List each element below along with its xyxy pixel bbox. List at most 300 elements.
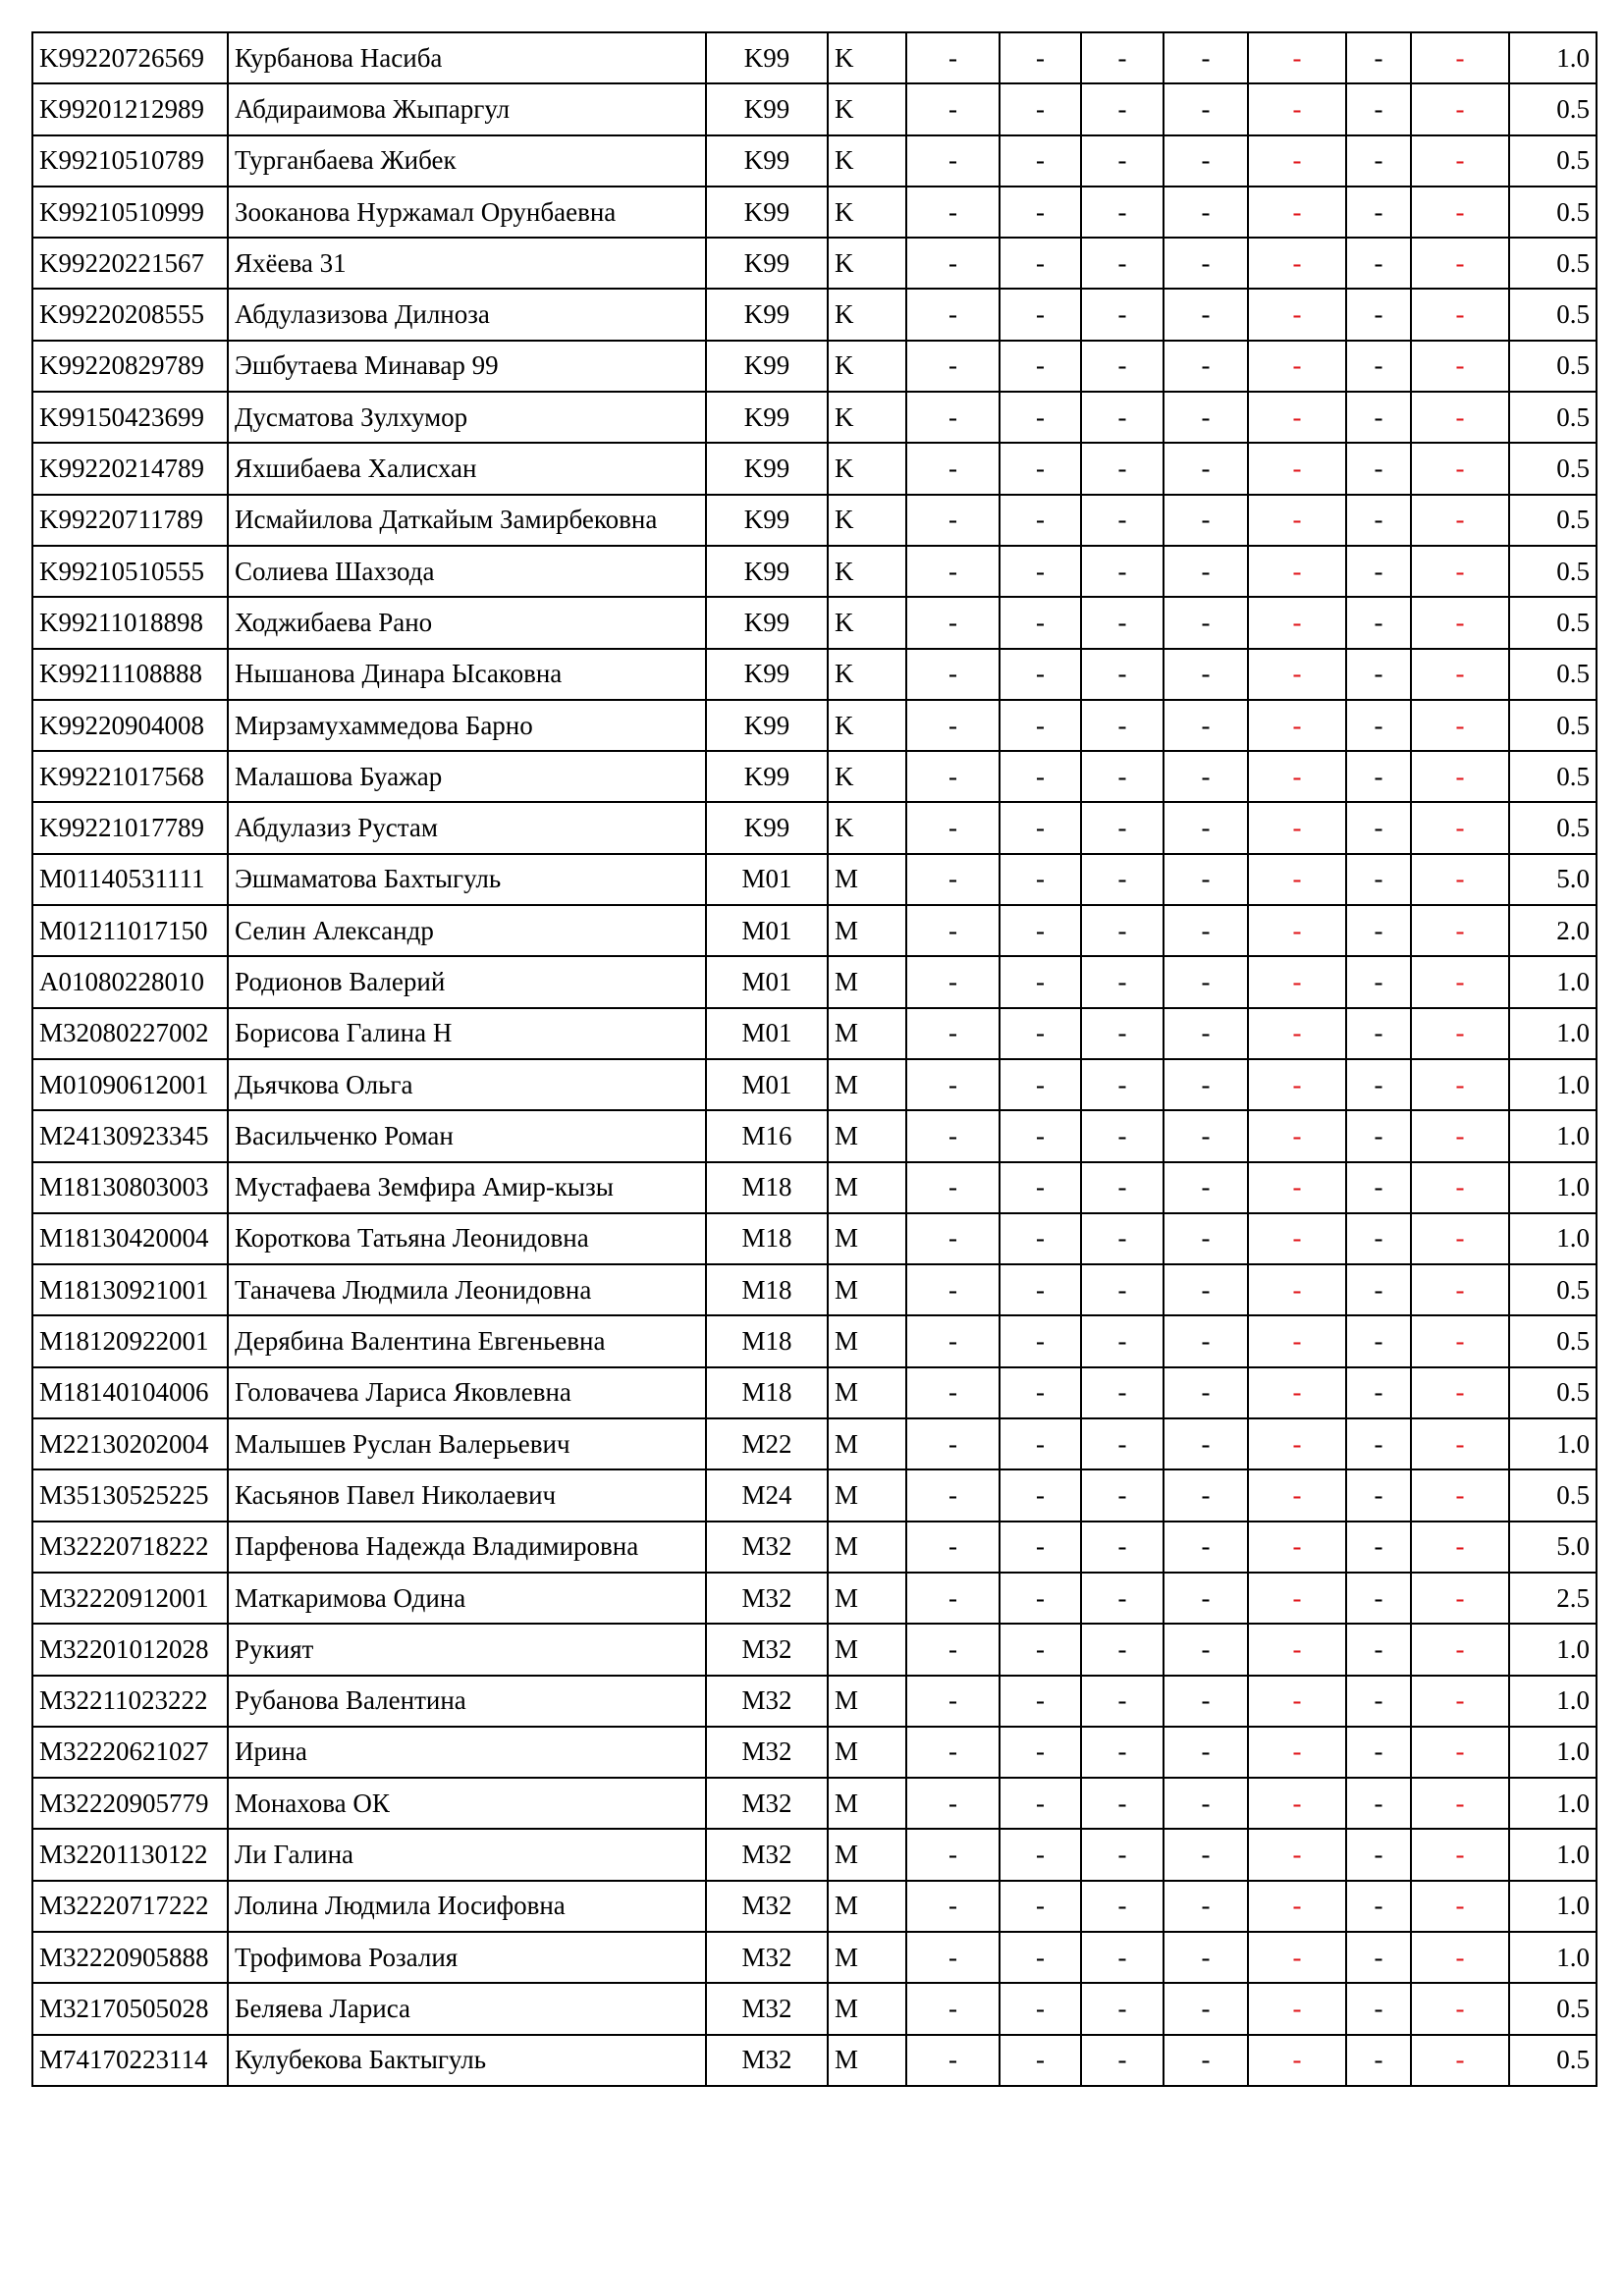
dash-cell: - xyxy=(1000,1110,1081,1161)
amount-cell: 0.5 xyxy=(1509,83,1597,134)
category-letter-cell: M xyxy=(828,2035,906,2086)
category-letter-cell: M xyxy=(828,1778,906,1829)
group-code-cell: K99 xyxy=(706,289,828,340)
dash-cell: - xyxy=(1346,1829,1411,1880)
amount-cell: 0.5 xyxy=(1509,289,1597,340)
category-letter-cell: M xyxy=(828,1881,906,1932)
dash-cell: - xyxy=(1000,238,1081,289)
dash-cell: - xyxy=(1000,802,1081,853)
dash-cell: - xyxy=(1164,1418,1248,1469)
dash-cell: - xyxy=(1248,1727,1346,1778)
dash-cell: - xyxy=(1346,1983,1411,2034)
group-code-cell: M22 xyxy=(706,1418,828,1469)
category-letter-cell: M xyxy=(828,1676,906,1727)
group-code-cell: M18 xyxy=(706,1315,828,1366)
record-id-cell: M01211017150 xyxy=(32,905,228,956)
dash-cell: - xyxy=(1081,83,1164,134)
dash-cell: - xyxy=(906,1932,1000,1983)
dash-cell: - xyxy=(1248,1573,1346,1624)
dash-cell: - xyxy=(1081,1264,1164,1315)
dash-cell: - xyxy=(1411,1367,1509,1418)
dash-cell: - xyxy=(906,854,1000,905)
category-letter-cell: M xyxy=(828,1367,906,1418)
data-table xyxy=(31,31,1597,2087)
dash-cell: - xyxy=(1081,649,1164,700)
dash-cell: - xyxy=(1248,1778,1346,1829)
dash-cell: - xyxy=(1248,546,1346,597)
dash-cell: - xyxy=(906,1264,1000,1315)
dash-cell: - xyxy=(906,956,1000,1007)
dash-cell: - xyxy=(1000,546,1081,597)
person-name-cell: Эшмаматова Бахтыгуль xyxy=(228,854,706,905)
person-name-cell: Малашова Буажар xyxy=(228,751,706,802)
group-code-cell: M32 xyxy=(706,1829,828,1880)
amount-cell: 0.5 xyxy=(1509,2035,1597,2086)
amount-cell: 0.5 xyxy=(1509,135,1597,187)
dash-cell: - xyxy=(1411,905,1509,956)
dash-cell: - xyxy=(1164,392,1248,443)
dash-cell: - xyxy=(906,1573,1000,1624)
dash-cell: - xyxy=(1000,1418,1081,1469)
category-letter-cell: M xyxy=(828,956,906,1007)
dash-cell: - xyxy=(1164,1059,1248,1110)
dash-cell: - xyxy=(1000,1573,1081,1624)
dash-cell: - xyxy=(1000,1727,1081,1778)
dash-cell: - xyxy=(906,1469,1000,1521)
dash-cell: - xyxy=(906,341,1000,392)
dash-cell: - xyxy=(1346,1727,1411,1778)
category-letter-cell: M xyxy=(828,1008,906,1059)
category-letter-cell: M xyxy=(828,1522,906,1573)
table-row xyxy=(32,1315,1597,1366)
group-code-cell: K99 xyxy=(706,700,828,751)
person-name-cell: Курбанова Насиба xyxy=(228,32,706,83)
table-body xyxy=(32,32,1597,2086)
record-id-cell: K99220904008 xyxy=(32,700,228,751)
person-name-cell: Турганбаева Жибек xyxy=(228,135,706,187)
dash-cell: - xyxy=(1346,32,1411,83)
category-letter-cell: M xyxy=(828,1573,906,1624)
dash-cell: - xyxy=(1346,956,1411,1007)
dash-cell: - xyxy=(1248,495,1346,546)
dash-cell: - xyxy=(1164,956,1248,1007)
record-id-cell: M32220912001 xyxy=(32,1573,228,1624)
group-code-cell: M01 xyxy=(706,956,828,1007)
dash-cell: - xyxy=(1000,1315,1081,1366)
category-letter-cell: K xyxy=(828,495,906,546)
dash-cell: - xyxy=(906,597,1000,648)
dash-cell: - xyxy=(1164,854,1248,905)
person-name-cell: Беляева Лариса xyxy=(228,1983,706,2034)
record-id-cell: M18130921001 xyxy=(32,1264,228,1315)
amount-cell: 0.5 xyxy=(1509,1264,1597,1315)
person-name-cell: Ли Галина xyxy=(228,1829,706,1880)
dash-cell: - xyxy=(1081,32,1164,83)
record-id-cell: M18130420004 xyxy=(32,1213,228,1264)
dash-cell: - xyxy=(1346,751,1411,802)
dash-cell: - xyxy=(1248,1110,1346,1161)
dash-cell: - xyxy=(1248,238,1346,289)
dash-cell: - xyxy=(1081,597,1164,648)
dash-cell: - xyxy=(1000,341,1081,392)
category-letter-cell: M xyxy=(828,1829,906,1880)
person-name-cell: Абдулазиз Рустам xyxy=(228,802,706,853)
table-row xyxy=(32,1418,1597,1469)
dash-cell: - xyxy=(906,1059,1000,1110)
dash-cell: - xyxy=(1411,1676,1509,1727)
dash-cell: - xyxy=(1411,1469,1509,1521)
dash-cell: - xyxy=(1248,187,1346,238)
category-letter-cell: K xyxy=(828,341,906,392)
person-name-cell: Родионов Валерий xyxy=(228,956,706,1007)
record-id-cell: K99220221567 xyxy=(32,238,228,289)
dash-cell: - xyxy=(1081,289,1164,340)
amount-cell: 5.0 xyxy=(1509,854,1597,905)
record-id-cell: M32220905779 xyxy=(32,1778,228,1829)
dash-cell: - xyxy=(1000,905,1081,956)
table-row xyxy=(32,187,1597,238)
dash-cell: - xyxy=(1081,1110,1164,1161)
record-id-cell: M32220717222 xyxy=(32,1881,228,1932)
dash-cell: - xyxy=(1248,649,1346,700)
record-id-cell: K99210510555 xyxy=(32,546,228,597)
person-name-cell: Солиева Шахзода xyxy=(228,546,706,597)
dash-cell: - xyxy=(1248,1315,1346,1366)
dash-cell: - xyxy=(1081,341,1164,392)
dash-cell: - xyxy=(1081,1213,1164,1264)
dash-cell: - xyxy=(1411,1983,1509,2034)
dash-cell: - xyxy=(1164,1213,1248,1264)
dash-cell: - xyxy=(1248,751,1346,802)
dash-cell: - xyxy=(1000,83,1081,134)
group-code-cell: K99 xyxy=(706,32,828,83)
dash-cell: - xyxy=(1248,802,1346,853)
dash-cell: - xyxy=(1248,1367,1346,1418)
category-letter-cell: M xyxy=(828,1213,906,1264)
dash-cell: - xyxy=(1248,1881,1346,1932)
person-name-cell: Таначева Людмила Леонидовна xyxy=(228,1264,706,1315)
dash-cell: - xyxy=(1248,854,1346,905)
amount-cell: 1.0 xyxy=(1509,1213,1597,1264)
dash-cell: - xyxy=(906,1162,1000,1213)
record-id-cell: M32220905888 xyxy=(32,1932,228,1983)
dash-cell: - xyxy=(1000,956,1081,1007)
dash-cell: - xyxy=(1248,135,1346,187)
category-letter-cell: M xyxy=(828,905,906,956)
amount-cell: 1.0 xyxy=(1509,956,1597,1007)
dash-cell: - xyxy=(1346,802,1411,853)
record-id-cell: M18140104006 xyxy=(32,1367,228,1418)
person-name-cell: Мустафаева Земфира Амир-кызы xyxy=(228,1162,706,1213)
dash-cell: - xyxy=(1346,341,1411,392)
dash-cell: - xyxy=(1164,1315,1248,1366)
group-code-cell: M18 xyxy=(706,1213,828,1264)
record-id-cell: M18130803003 xyxy=(32,1162,228,1213)
table-row xyxy=(32,1676,1597,1727)
dash-cell: - xyxy=(906,1418,1000,1469)
table-row xyxy=(32,649,1597,700)
person-name-cell: Васильченко Роман xyxy=(228,1110,706,1161)
group-code-cell: K99 xyxy=(706,495,828,546)
person-name-cell: Нышанова Динара Ысаковна xyxy=(228,649,706,700)
dash-cell: - xyxy=(1411,32,1509,83)
dash-cell: - xyxy=(1346,495,1411,546)
dash-cell: - xyxy=(1411,1522,1509,1573)
dash-cell: - xyxy=(1346,597,1411,648)
record-id-cell: K99220711789 xyxy=(32,495,228,546)
table-row xyxy=(32,1573,1597,1624)
dash-cell: - xyxy=(1164,289,1248,340)
group-code-cell: M01 xyxy=(706,854,828,905)
amount-cell: 0.5 xyxy=(1509,392,1597,443)
table-row xyxy=(32,1727,1597,1778)
amount-cell: 2.5 xyxy=(1509,1573,1597,1624)
dash-cell: - xyxy=(1081,135,1164,187)
dash-cell: - xyxy=(1081,443,1164,494)
dash-cell: - xyxy=(1000,1983,1081,2034)
dash-cell: - xyxy=(1081,1367,1164,1418)
category-letter-cell: M xyxy=(828,1110,906,1161)
dash-cell: - xyxy=(1000,1778,1081,1829)
dash-cell: - xyxy=(1081,1522,1164,1573)
dash-cell: - xyxy=(1081,1573,1164,1624)
record-id-cell: K99150423699 xyxy=(32,392,228,443)
record-id-cell: K99221017789 xyxy=(32,802,228,853)
amount-cell: 1.0 xyxy=(1509,1778,1597,1829)
dash-cell: - xyxy=(1164,1778,1248,1829)
amount-cell: 0.5 xyxy=(1509,238,1597,289)
category-letter-cell: K xyxy=(828,187,906,238)
dash-cell: - xyxy=(1248,1059,1346,1110)
dash-cell: - xyxy=(1346,392,1411,443)
record-id-cell: K99220726569 xyxy=(32,32,228,83)
record-id-cell: K99201212989 xyxy=(32,83,228,134)
table-row xyxy=(32,83,1597,134)
group-code-cell: K99 xyxy=(706,443,828,494)
dash-cell: - xyxy=(1248,1983,1346,2034)
dash-cell: - xyxy=(1411,1624,1509,1675)
dash-cell: - xyxy=(1248,1624,1346,1675)
dash-cell: - xyxy=(1248,905,1346,956)
category-letter-cell: M xyxy=(828,1059,906,1110)
person-name-cell: Мирзамухаммедова Барно xyxy=(228,700,706,751)
dash-cell: - xyxy=(1164,1983,1248,2034)
dash-cell: - xyxy=(1000,32,1081,83)
amount-cell: 1.0 xyxy=(1509,1881,1597,1932)
dash-cell: - xyxy=(1346,1264,1411,1315)
dash-cell: - xyxy=(1346,1573,1411,1624)
record-id-cell: A01080228010 xyxy=(32,956,228,1007)
group-code-cell: K99 xyxy=(706,649,828,700)
dash-cell: - xyxy=(1346,83,1411,134)
amount-cell: 1.0 xyxy=(1509,1676,1597,1727)
dash-cell: - xyxy=(1164,1727,1248,1778)
dash-cell: - xyxy=(1346,1932,1411,1983)
dash-cell: - xyxy=(1081,1418,1164,1469)
amount-cell: 1.0 xyxy=(1509,1624,1597,1675)
dash-cell: - xyxy=(1346,187,1411,238)
amount-cell: 0.5 xyxy=(1509,1315,1597,1366)
amount-cell: 1.0 xyxy=(1509,1418,1597,1469)
dash-cell: - xyxy=(1346,238,1411,289)
dash-cell: - xyxy=(1081,1162,1164,1213)
amount-cell: 1.0 xyxy=(1509,1008,1597,1059)
record-id-cell: K99210510999 xyxy=(32,187,228,238)
group-code-cell: M32 xyxy=(706,1573,828,1624)
record-id-cell: M32201012028 xyxy=(32,1624,228,1675)
table-row xyxy=(32,1932,1597,1983)
dash-cell: - xyxy=(1000,1162,1081,1213)
dash-cell: - xyxy=(1164,751,1248,802)
table-row xyxy=(32,597,1597,648)
dash-cell: - xyxy=(1164,1110,1248,1161)
amount-cell: 1.0 xyxy=(1509,1829,1597,1880)
record-id-cell: M01090612001 xyxy=(32,1059,228,1110)
dash-cell: - xyxy=(1164,1881,1248,1932)
dash-cell: - xyxy=(906,289,1000,340)
category-letter-cell: K xyxy=(828,32,906,83)
record-id-cell: M22130202004 xyxy=(32,1418,228,1469)
group-code-cell: M32 xyxy=(706,1624,828,1675)
dash-cell: - xyxy=(1346,443,1411,494)
group-code-cell: K99 xyxy=(706,341,828,392)
dash-cell: - xyxy=(1411,1932,1509,1983)
dash-cell: - xyxy=(906,1213,1000,1264)
dash-cell: - xyxy=(906,649,1000,700)
amount-cell: 2.0 xyxy=(1509,905,1597,956)
dash-cell: - xyxy=(1164,83,1248,134)
group-code-cell: M32 xyxy=(706,1778,828,1829)
dash-cell: - xyxy=(906,32,1000,83)
dash-cell: - xyxy=(1081,1932,1164,1983)
category-letter-cell: K xyxy=(828,238,906,289)
dash-cell: - xyxy=(1411,1315,1509,1366)
dash-cell: - xyxy=(906,700,1000,751)
category-letter-cell: M xyxy=(828,1469,906,1521)
dash-cell: - xyxy=(1411,854,1509,905)
dash-cell: - xyxy=(906,1676,1000,1727)
category-letter-cell: M xyxy=(828,1162,906,1213)
dash-cell: - xyxy=(1081,546,1164,597)
dash-cell: - xyxy=(1081,905,1164,956)
amount-cell: 1.0 xyxy=(1509,1059,1597,1110)
dash-cell: - xyxy=(906,2035,1000,2086)
amount-cell: 0.5 xyxy=(1509,443,1597,494)
category-letter-cell: M xyxy=(828,1624,906,1675)
group-code-cell: K99 xyxy=(706,238,828,289)
amount-cell: 1.0 xyxy=(1509,1110,1597,1161)
record-id-cell: M74170223114 xyxy=(32,2035,228,2086)
dash-cell: - xyxy=(1164,187,1248,238)
person-name-cell: Головачева Лариса Яковлевна xyxy=(228,1367,706,1418)
dash-cell: - xyxy=(1081,1008,1164,1059)
amount-cell: 1.0 xyxy=(1509,1932,1597,1983)
dash-cell: - xyxy=(906,1008,1000,1059)
dash-cell: - xyxy=(1000,392,1081,443)
person-name-cell: Абдираимова Жыпаргул xyxy=(228,83,706,134)
group-code-cell: M01 xyxy=(706,905,828,956)
dash-cell: - xyxy=(1164,1829,1248,1880)
dash-cell: - xyxy=(1411,751,1509,802)
dash-cell: - xyxy=(1411,649,1509,700)
person-name-cell: Зооканова Нуржамал Орунбаевна xyxy=(228,187,706,238)
person-name-cell: Рукият xyxy=(228,1624,706,1675)
dash-cell: - xyxy=(1346,649,1411,700)
dash-cell: - xyxy=(1081,751,1164,802)
dash-cell: - xyxy=(1346,1008,1411,1059)
dash-cell: - xyxy=(1346,1418,1411,1469)
dash-cell: - xyxy=(1081,1469,1164,1521)
dash-cell: - xyxy=(906,1522,1000,1573)
group-code-cell: M32 xyxy=(706,1881,828,1932)
amount-cell: 1.0 xyxy=(1509,1727,1597,1778)
dash-cell: - xyxy=(1081,700,1164,751)
dash-cell: - xyxy=(1346,1110,1411,1161)
person-name-cell: Борисова Галина Н xyxy=(228,1008,706,1059)
group-code-cell: K99 xyxy=(706,392,828,443)
group-code-cell: M32 xyxy=(706,2035,828,2086)
group-code-cell: K99 xyxy=(706,546,828,597)
group-code-cell: M18 xyxy=(706,1367,828,1418)
dash-cell: - xyxy=(1411,135,1509,187)
person-name-cell: Кулубекова Бактыгуль xyxy=(228,2035,706,2086)
dash-cell: - xyxy=(1000,2035,1081,2086)
table-row xyxy=(32,905,1597,956)
dash-cell: - xyxy=(1164,443,1248,494)
dash-cell: - xyxy=(906,238,1000,289)
dash-cell: - xyxy=(1346,1162,1411,1213)
dash-cell: - xyxy=(1248,83,1346,134)
group-code-cell: M32 xyxy=(706,1932,828,1983)
dash-cell: - xyxy=(1000,1059,1081,1110)
dash-cell: - xyxy=(906,1727,1000,1778)
dash-cell: - xyxy=(1346,289,1411,340)
dash-cell: - xyxy=(1164,1469,1248,1521)
dash-cell: - xyxy=(1411,1418,1509,1469)
dash-cell: - xyxy=(1081,1624,1164,1675)
table-row xyxy=(32,341,1597,392)
dash-cell: - xyxy=(1411,1008,1509,1059)
dash-cell: - xyxy=(1000,1522,1081,1573)
category-letter-cell: K xyxy=(828,443,906,494)
person-name-cell: Касьянов Павел Николаевич xyxy=(228,1469,706,1521)
dash-cell: - xyxy=(1164,1008,1248,1059)
dash-cell: - xyxy=(1411,1110,1509,1161)
dash-cell: - xyxy=(1411,802,1509,853)
table-row xyxy=(32,854,1597,905)
record-id-cell: K99221017568 xyxy=(32,751,228,802)
dash-cell: - xyxy=(1346,1881,1411,1932)
dash-cell: - xyxy=(1164,905,1248,956)
table-row xyxy=(32,1829,1597,1880)
table-row xyxy=(32,289,1597,340)
table-row xyxy=(32,546,1597,597)
dash-cell: - xyxy=(1248,392,1346,443)
person-name-cell: Абдулазизова Дилноза xyxy=(228,289,706,340)
table-row xyxy=(32,135,1597,187)
dash-cell: - xyxy=(906,1829,1000,1880)
dash-cell: - xyxy=(1164,1367,1248,1418)
record-id-cell: M35130525225 xyxy=(32,1469,228,1521)
dash-cell: - xyxy=(906,135,1000,187)
dash-cell: - xyxy=(1346,546,1411,597)
amount-cell: 0.5 xyxy=(1509,597,1597,648)
dash-cell: - xyxy=(1411,443,1509,494)
person-name-cell: Маткаримова Одина xyxy=(228,1573,706,1624)
dash-cell: - xyxy=(1164,135,1248,187)
category-letter-cell: K xyxy=(828,751,906,802)
dash-cell: - xyxy=(1411,1059,1509,1110)
